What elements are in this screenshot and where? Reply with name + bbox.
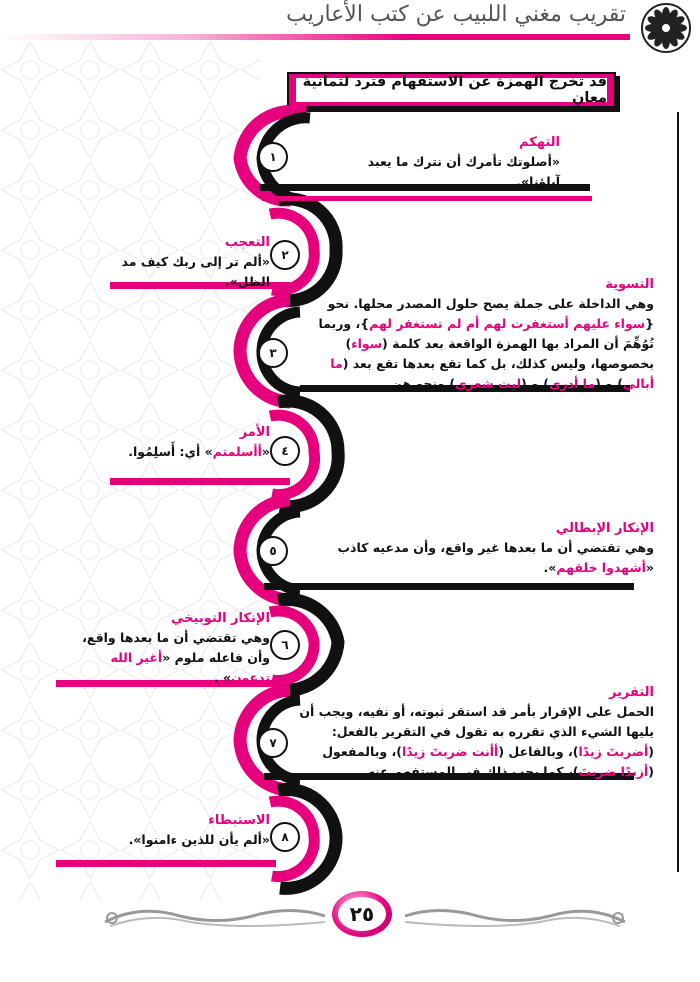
item-text: [60, 628, 270, 688]
highlighted-quote: ليت شعري: [455, 376, 522, 391]
text-segment: )، وبالفاعل (: [498, 744, 579, 759]
item-number-1: ١: [258, 142, 288, 172]
item-3: [300, 276, 654, 394]
item-text: [320, 152, 560, 192]
page-number: ٢٥: [338, 897, 386, 931]
text-segment: «ألم تر إلى ربك كيف مد الظل».: [121, 254, 270, 289]
text-segment: الحمل على الإقرار بأمر قد استقر ثبوته، أو نفيه، ويجب أن يليها الشيء الذي تقرره به تقول في التقرير بالفعل: (: [299, 704, 654, 759]
item-title: التهكم: [519, 135, 560, 150]
item-text: [290, 702, 654, 782]
item-text: [110, 442, 270, 462]
highlighted-quote: أأسلمتم: [212, 444, 262, 459]
highlighted-quote: ما أبالي: [330, 356, 654, 391]
highlighted-quote: أغير الله تدعون: [110, 650, 270, 685]
item-2: [100, 234, 270, 292]
item-number-3: ٣: [258, 338, 288, 368]
item-number-5: ٥: [258, 536, 288, 566]
page-number-badge: [332, 891, 392, 937]
text-segment: وهي تقتضي أن ما بعدها واقع، وأن فاعله ملوم «: [82, 630, 270, 665]
item-4: [110, 424, 270, 462]
text-segment: ) بخصوصها، وليس كذلك، بل كما تقع بعدها تقع بعد (: [342, 336, 654, 371]
highlighted-quote: أشهدوا خلقهم: [556, 560, 646, 575]
text-segment: ) و (: [521, 376, 549, 391]
text-segment: )، وبالمفعول (: [322, 744, 654, 779]
text-segment: وهي تقتضي أن ما بعدها غير واقع، وأن مدعيه كاذب «: [337, 540, 654, 575]
text-segment: » أي: أَسلِمُوا.: [128, 444, 213, 459]
highlighted-quote: أضربتَ زيدًا: [578, 744, 649, 759]
text-segment: » .: [213, 670, 232, 685]
highlighted-quote: سواء: [351, 336, 383, 351]
item-number-2: ٢: [270, 240, 300, 270]
item-title: الأمر: [239, 425, 270, 440]
item-text: [300, 294, 654, 394]
item-number-4: ٤: [270, 436, 300, 466]
item-title: الإنكار الإبطالي: [555, 521, 654, 536]
footer-ornament-left: [100, 900, 330, 930]
item-1: [320, 134, 560, 192]
item-title: التسوية: [605, 277, 654, 292]
item-title: التقرير: [608, 685, 654, 700]
text-segment: ) و (: [595, 376, 623, 391]
text-segment: )، كما يجب ذلك في المستفهم عنه.: [362, 764, 579, 779]
text-segment: «: [261, 444, 270, 459]
text-segment: «أصلوتك تأمرك أن نترك ما يعبد آباؤنا».: [367, 154, 560, 189]
item-6: [60, 610, 270, 688]
item-5: [290, 520, 654, 578]
text-segment: ».: [543, 560, 557, 575]
item-text: [100, 252, 270, 292]
item-title: الاستبطاء: [208, 813, 270, 828]
text-segment: }، وربما تُوُهِّمَ أن المراد بها الهمزة الواقعة بعد كلمة (: [318, 316, 654, 351]
highlighted-quote: أزيدًا ضربتَ: [578, 764, 649, 779]
item-number-7: ٧: [258, 728, 288, 758]
text-segment: ) ونحو هن.: [386, 376, 456, 391]
item-number-6: ٦: [270, 630, 300, 660]
item-8: [90, 812, 270, 850]
item-number-8: ٨: [270, 822, 300, 852]
header-title: تقريب مغني اللبيب عن كتب الأعاريب: [286, 2, 626, 27]
highlighted-quote: ما أدري: [548, 376, 596, 391]
item-text: [290, 538, 654, 578]
item-title: الإنكار التوبيخي: [171, 611, 270, 626]
highlighted-quote: سواء عليهم أستغفرت لهم أم لم تستغفر لهم: [369, 316, 646, 331]
item-7: [290, 684, 654, 782]
item-text: [90, 830, 270, 850]
highlighted-quote: أأنت ضربتَ زيدًا: [401, 744, 499, 759]
footer-ornament-right: [400, 900, 630, 930]
section-title: قد تخرج الهمزة عن الاستفهام فترد لثمانية معانٍ: [295, 77, 608, 103]
text-segment: وهي الداخلة على جملة يصح حلول المصدر محلها. نحو {: [327, 296, 654, 331]
item-title: التعجب: [224, 235, 270, 250]
text-segment: «ألم يأن للذين ءامنوا».: [128, 832, 270, 847]
